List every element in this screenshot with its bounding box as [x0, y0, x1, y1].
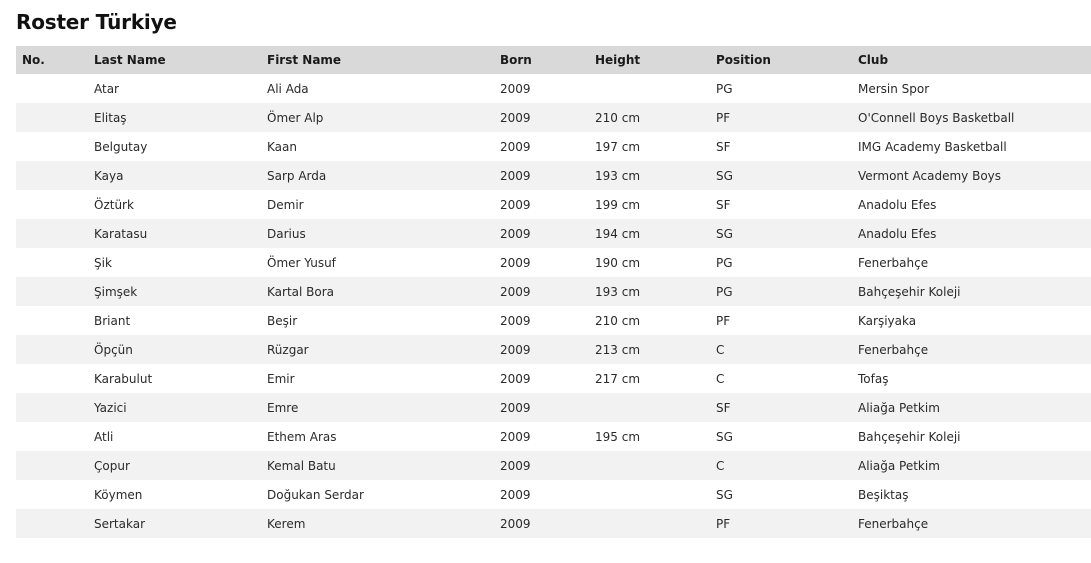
cell-born: 2009 [494, 393, 589, 422]
cell-height: 197 cm [589, 132, 710, 161]
cell-no [16, 364, 88, 393]
cell-last-name: Belgutay [88, 132, 261, 161]
cell-no [16, 74, 88, 103]
table-row [16, 190, 1091, 219]
cell-last-name: Öpçün [88, 335, 261, 364]
cell-club: Fenerbahçe [852, 248, 1091, 277]
roster-table [16, 46, 1091, 538]
cell-last-name: Köymen [88, 480, 261, 509]
cell-first-name: Darius [261, 219, 494, 248]
table-body [16, 74, 1091, 538]
cell-height [589, 509, 710, 538]
cell-club: Bahçeşehir Koleji [852, 422, 1091, 451]
table-row [16, 509, 1091, 538]
cell-height: 213 cm [589, 335, 710, 364]
cell-no [16, 422, 88, 451]
cell-first-name: Beşir [261, 306, 494, 335]
table-row [16, 306, 1091, 335]
cell-position: PG [710, 74, 852, 103]
table-row [16, 364, 1091, 393]
cell-last-name: Öztürk [88, 190, 261, 219]
cell-no [16, 248, 88, 277]
cell-club: Fenerbahçe [852, 335, 1091, 364]
cell-position: SF [710, 132, 852, 161]
cell-no [16, 161, 88, 190]
cell-club: O'Connell Boys Basketball [852, 103, 1091, 132]
cell-first-name: Sarp Arda [261, 161, 494, 190]
table-row [16, 132, 1091, 161]
table-row [16, 335, 1091, 364]
cell-last-name: Kaya [88, 161, 261, 190]
column-header-no: No. [16, 46, 88, 74]
cell-last-name: Sertakar [88, 509, 261, 538]
cell-last-name: Çopur [88, 451, 261, 480]
cell-first-name: Emre [261, 393, 494, 422]
cell-position: C [710, 451, 852, 480]
cell-height: 193 cm [589, 161, 710, 190]
cell-height: 195 cm [589, 422, 710, 451]
cell-born: 2009 [494, 190, 589, 219]
cell-club: Aliağa Petkim [852, 451, 1091, 480]
cell-club: Aliağa Petkim [852, 393, 1091, 422]
cell-position: SF [710, 393, 852, 422]
table-row [16, 248, 1091, 277]
cell-height: 210 cm [589, 103, 710, 132]
cell-last-name: Karatasu [88, 219, 261, 248]
cell-last-name: Yazici [88, 393, 261, 422]
cell-born: 2009 [494, 480, 589, 509]
table-row [16, 219, 1091, 248]
cell-no [16, 480, 88, 509]
cell-born: 2009 [494, 422, 589, 451]
cell-first-name: Ethem Aras [261, 422, 494, 451]
cell-position: SG [710, 161, 852, 190]
cell-first-name: Ömer Yusuf [261, 248, 494, 277]
cell-first-name: Emir [261, 364, 494, 393]
cell-first-name: Demir [261, 190, 494, 219]
cell-first-name: Rüzgar [261, 335, 494, 364]
table-header [16, 46, 1091, 74]
cell-height [589, 451, 710, 480]
cell-born: 2009 [494, 335, 589, 364]
table-row [16, 277, 1091, 306]
cell-no [16, 132, 88, 161]
cell-born: 2009 [494, 132, 589, 161]
cell-club: Mersin Spor [852, 74, 1091, 103]
cell-first-name: Kartal Bora [261, 277, 494, 306]
cell-last-name: Briant [88, 306, 261, 335]
cell-last-name: Şimşek [88, 277, 261, 306]
table-row [16, 161, 1091, 190]
cell-position: SF [710, 190, 852, 219]
cell-club: IMG Academy Basketball [852, 132, 1091, 161]
cell-position: SG [710, 219, 852, 248]
cell-last-name: Karabulut [88, 364, 261, 393]
cell-no [16, 306, 88, 335]
cell-born: 2009 [494, 103, 589, 132]
cell-first-name: Doğukan Serdar [261, 480, 494, 509]
cell-no [16, 451, 88, 480]
cell-position: PG [710, 277, 852, 306]
cell-height: 210 cm [589, 306, 710, 335]
cell-first-name: Ali Ada [261, 74, 494, 103]
cell-club: Tofaş [852, 364, 1091, 393]
cell-born: 2009 [494, 248, 589, 277]
cell-first-name: Kerem [261, 509, 494, 538]
cell-last-name: Şik [88, 248, 261, 277]
page-title: Roster Türkiye [16, 10, 177, 34]
cell-born: 2009 [494, 451, 589, 480]
table-row [16, 480, 1091, 509]
cell-height [589, 74, 710, 103]
cell-no [16, 393, 88, 422]
column-header-position: Position [710, 46, 852, 74]
cell-no [16, 103, 88, 132]
cell-club: Karşiyaka [852, 306, 1091, 335]
cell-born: 2009 [494, 509, 589, 538]
cell-height: 194 cm [589, 219, 710, 248]
cell-club: Bahçeşehir Koleji [852, 277, 1091, 306]
cell-height: 199 cm [589, 190, 710, 219]
cell-last-name: Atli [88, 422, 261, 451]
cell-position: PF [710, 509, 852, 538]
cell-club: Beşiktaş [852, 480, 1091, 509]
cell-position: PF [710, 103, 852, 132]
cell-no [16, 219, 88, 248]
cell-height: 193 cm [589, 277, 710, 306]
column-header-last-name: Last Name [88, 46, 261, 74]
cell-first-name: Kaan [261, 132, 494, 161]
cell-club: Anadolu Efes [852, 190, 1091, 219]
cell-no [16, 277, 88, 306]
cell-height [589, 393, 710, 422]
cell-club: Anadolu Efes [852, 219, 1091, 248]
table-row [16, 74, 1091, 103]
cell-born: 2009 [494, 219, 589, 248]
header-row [16, 46, 1091, 74]
cell-born: 2009 [494, 277, 589, 306]
cell-position: SG [710, 480, 852, 509]
cell-position: PG [710, 248, 852, 277]
table-row [16, 422, 1091, 451]
cell-first-name: Kemal Batu [261, 451, 494, 480]
table-row [16, 393, 1091, 422]
cell-no [16, 335, 88, 364]
cell-born: 2009 [494, 306, 589, 335]
table-row [16, 451, 1091, 480]
cell-born: 2009 [494, 74, 589, 103]
cell-club: Vermont Academy Boys [852, 161, 1091, 190]
cell-position: C [710, 335, 852, 364]
cell-last-name: Atar [88, 74, 261, 103]
cell-first-name: Ömer Alp [261, 103, 494, 132]
cell-position: C [710, 364, 852, 393]
cell-born: 2009 [494, 364, 589, 393]
cell-position: PF [710, 306, 852, 335]
cell-last-name: Elitaş [88, 103, 261, 132]
cell-height [589, 480, 710, 509]
column-header-born: Born [494, 46, 589, 74]
column-header-height: Height [589, 46, 710, 74]
table-row [16, 103, 1091, 132]
column-header-first-name: First Name [261, 46, 494, 74]
cell-no [16, 190, 88, 219]
cell-born: 2009 [494, 161, 589, 190]
cell-height: 190 cm [589, 248, 710, 277]
cell-no [16, 509, 88, 538]
cell-height: 217 cm [589, 364, 710, 393]
column-header-club: Club [852, 46, 1091, 74]
cell-position: SG [710, 422, 852, 451]
cell-club: Fenerbahçe [852, 509, 1091, 538]
